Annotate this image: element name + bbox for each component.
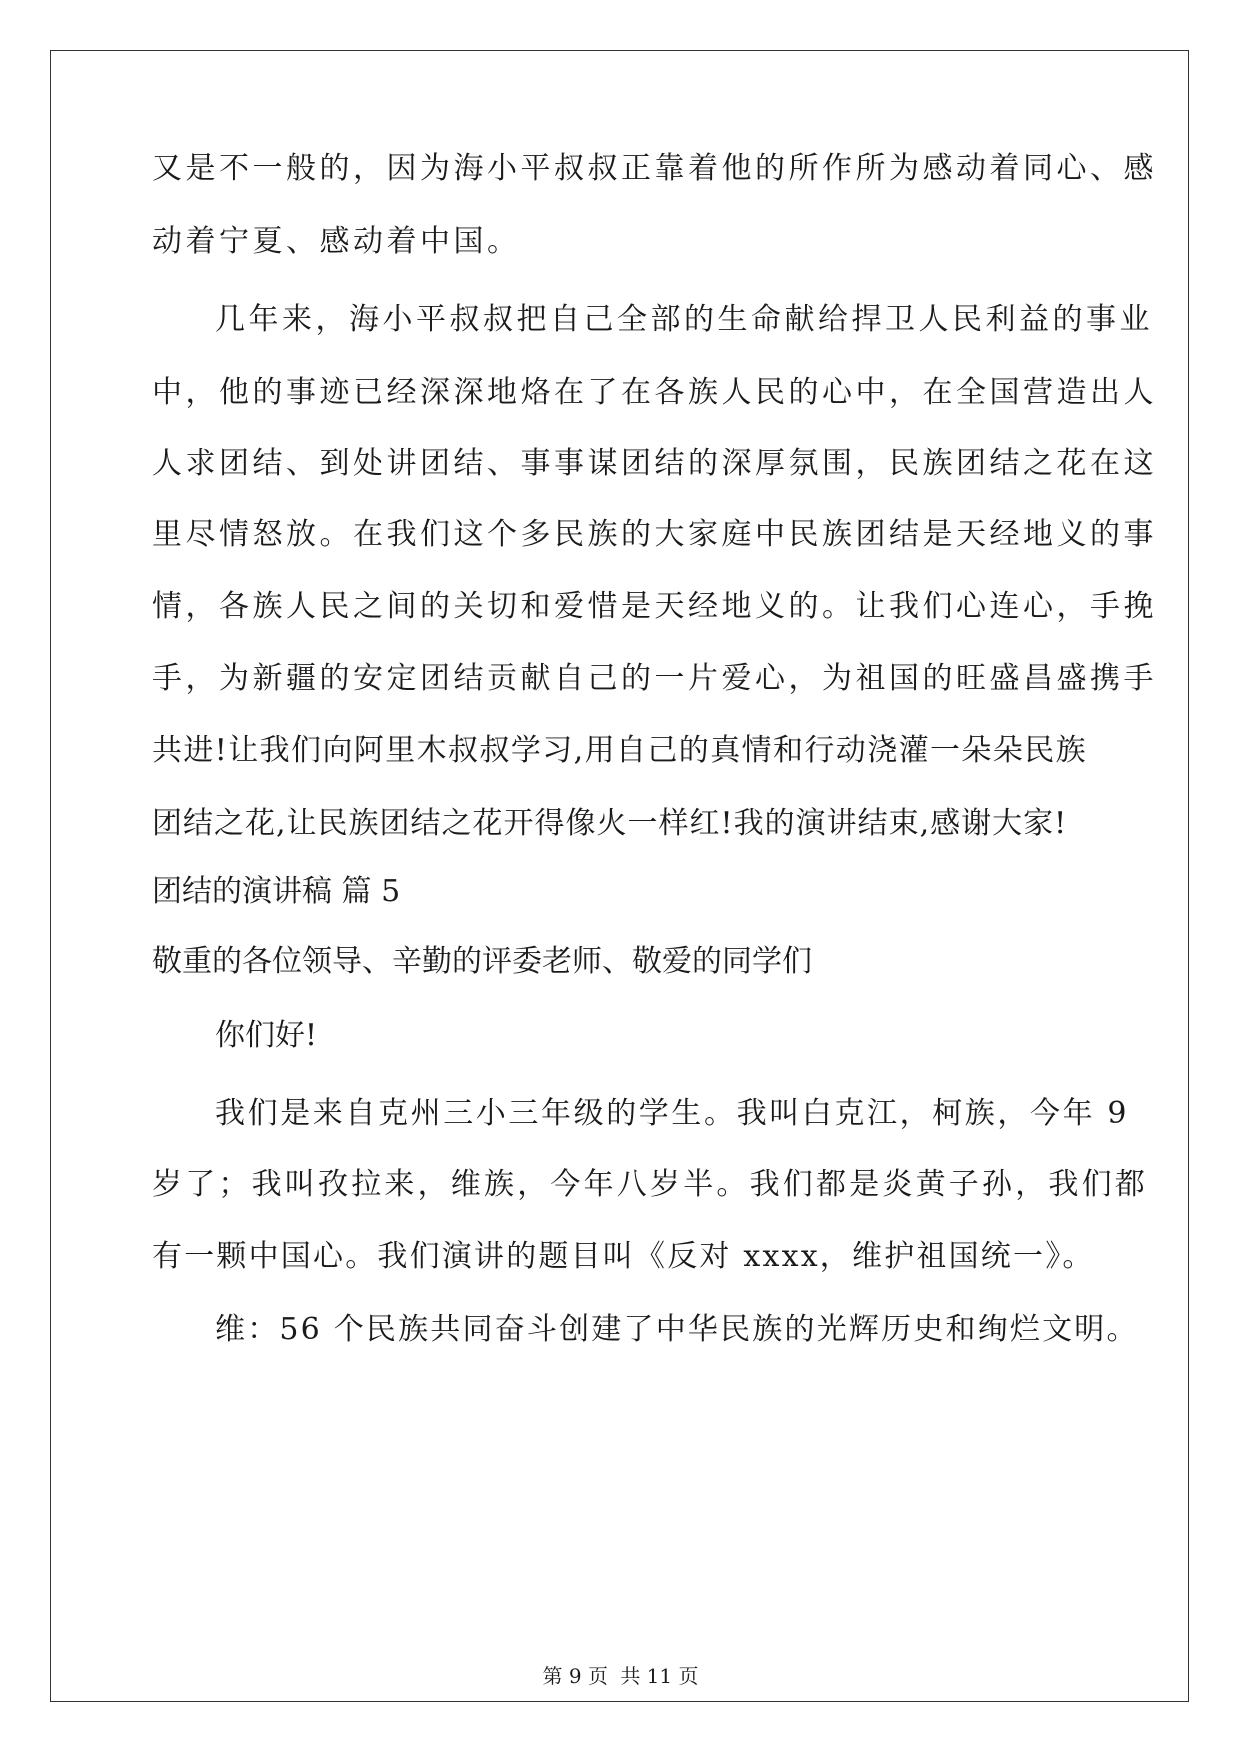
- text-line-8: 手，为新疆的安定团结贡献自己的一片爱心，为祖国的旺盛昌盛携手: [152, 661, 1157, 696]
- text-line-2: 动着宁夏、感动着中国。: [152, 224, 521, 259]
- text-line-7: 情，各族人民之间的关切和爱惜是天经地义的。让我们心连心，手挽: [152, 589, 1157, 624]
- text-line-5: 人求团结、到处讲团结、事事谋团结的深厚氛围，民族团结之花在这: [152, 446, 1157, 481]
- salutation-line: 敬重的各位领导、辛勤的评委老师、敬爱的同学们: [152, 944, 812, 979]
- page-number: 第 9 页: [542, 1664, 608, 1688]
- text-line-14: 我们是来自克州三小三年级的学生。我叫白克江，柯族，今年 9: [215, 1096, 1130, 1131]
- text-line-10: 团结之花,让民族团结之花开得像火一样红!我的演讲结束,感谢大家!: [152, 806, 1068, 841]
- text-line-6: 里尽情怒放。在我们这个多民族的大家庭中民族团结是天经地义的事: [152, 517, 1157, 552]
- greeting-line: 你们好!: [215, 1018, 318, 1053]
- page-footer: [0, 1664, 1241, 1688]
- page-total: 共 11 页: [620, 1664, 699, 1688]
- text-line-1: 又是不一般的，因为海小平叔叔正靠着他的所作所为感动着同心、感: [152, 151, 1157, 186]
- text-line-15: 岁了；我叫孜拉来，维族，今年八岁半。我们都是炎黄子孙，我们都: [152, 1167, 1148, 1202]
- text-line-3: 几年来，海小平叔叔把自己全部的生命献给捍卫人民利益的事业: [215, 302, 1153, 337]
- text-line-4: 中，他的事迹已经深深地烙在了在各族人民的心中，在全国营造出人: [152, 375, 1157, 410]
- text-line-17: 维：56 个民族共同奋斗创建了中华民族的光辉历史和绚烂文明。: [215, 1312, 1139, 1347]
- section-heading: 团结的演讲稿 篇 5: [152, 874, 401, 909]
- text-line-9: 共进!让我们向阿里木叔叔学习,用自己的真情和行动浇灌一朵朵民族: [152, 733, 1087, 768]
- text-line-16: 有一颗中国心。我们演讲的题目叫《反对 xxxx，维护祖国统一》。: [152, 1239, 1095, 1274]
